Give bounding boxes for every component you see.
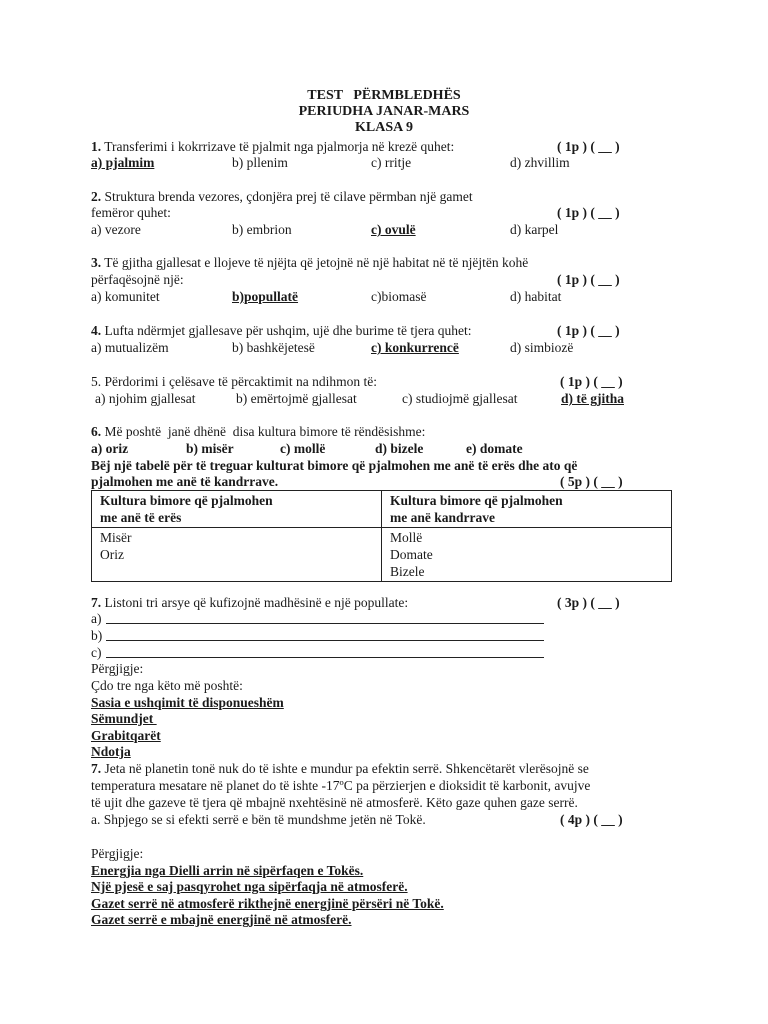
option-c: c) studiojmë gjallesat	[402, 391, 518, 406]
class-title: KLASA 9	[355, 120, 413, 135]
question-text: Struktura brenda vezores, çdonjëra prej të cilave përmban një gamet	[101, 189, 473, 204]
list-item: Misër	[100, 530, 132, 545]
question-5-text: 5. Përdorimi i çelësave të përcaktimit na ndihmon të:	[91, 374, 378, 389]
table-header-wind	[92, 491, 382, 528]
points-box: ( 4p ) ( __ )	[560, 812, 623, 827]
points-box: ( 1p ) ( __ )	[557, 272, 620, 287]
question-6-task-cont: pjalmohen me anë të kandrrave.	[91, 474, 279, 489]
table-header-insects	[382, 491, 672, 528]
pollination-table	[91, 490, 672, 582]
question-number: 7.	[91, 761, 102, 776]
list-item: Oriz	[100, 547, 124, 562]
test-title: TEST PËRMBLEDHËS	[307, 88, 461, 103]
question-1-text	[91, 139, 454, 155]
question-6-text	[91, 424, 425, 440]
question-8-text	[91, 761, 589, 777]
question-number: 3.	[91, 255, 102, 270]
answer-item: Grabitqarët	[91, 728, 161, 743]
question-number: 7.	[91, 595, 102, 610]
question-number: 6.	[91, 424, 102, 439]
header-line: Kultura bimore që pjalmohen	[100, 493, 273, 508]
blank-label-a: a)	[91, 611, 102, 626]
crop-option-b: b) misër	[186, 441, 234, 456]
question-8-text-cont: të ujit dhe gazeve të tjera që mbajnë nxehtësinë në atmosferë. Këto gaze quhen gaze serrë.	[91, 795, 578, 810]
list-item: Bizele	[390, 564, 425, 579]
table-row	[92, 528, 672, 582]
question-text: Të gjitha gjallesat e llojeve të njëjta që jetojnë në një habitat në të njëjtën kohë	[101, 255, 529, 270]
answer-item: Gazet serrë në atmosferë rikthejnë energjinë përsëri në Tokë.	[91, 896, 444, 911]
answer-item: Një pjesë e saj pasqyrohet nga sipërfaqja në atmosferë.	[91, 879, 408, 894]
question-8-text-cont: temperatura mesatare në planet do të ishte -17ºC pa përzierjen e dioksidit të karbonit, avujve	[91, 778, 591, 793]
period-title: PERIUDHA JANAR-MARS	[298, 104, 470, 119]
option-d: d) habitat	[510, 289, 562, 304]
crop-option-d: d) bizele	[375, 441, 424, 456]
option-b: b) emërtojmë gjallesat	[236, 391, 357, 406]
question-4-text	[91, 323, 472, 339]
crop-option-a: a) oriz	[91, 441, 129, 456]
question-8-subquestion: a. Shpjego se si efekti serrë e bën të mundshme jetën në Tokë.	[91, 812, 426, 827]
question-number: 1.	[91, 139, 102, 154]
crop-option-c: c) mollë	[280, 441, 326, 456]
question-6-task: Bëj një tabelë për të treguar kulturat bimore që pjalmohen me anë të erës dhe ato që	[91, 458, 578, 473]
question-2-text-cont: femëror quhet:	[91, 205, 171, 220]
points-box: ( 1p ) ( __ )	[557, 205, 620, 220]
option-b: b) pllenim	[232, 155, 288, 170]
points-box: ( 1p ) ( __ )	[560, 374, 623, 389]
option-a-correct: a) pjalmim	[91, 155, 155, 170]
crop-option-e: e) domate	[466, 441, 523, 456]
option-a: a) njohim gjallesat	[95, 391, 196, 406]
blank-label-c: c)	[91, 645, 102, 660]
option-b: b) embrion	[232, 222, 292, 237]
blank-label-b: b)	[91, 628, 103, 643]
answer-blank-line	[106, 640, 544, 641]
header-line: me anë të erës	[100, 510, 182, 525]
list-item: Mollë	[390, 530, 423, 545]
answer-item: Ndotja	[91, 744, 131, 759]
option-c: c) rritje	[371, 155, 412, 170]
answer-label: Përgjigje:	[91, 661, 144, 676]
points-box: ( 1p ) ( __ )	[557, 323, 620, 338]
question-7-text	[91, 595, 408, 611]
option-a: a) mutualizëm	[91, 340, 169, 355]
question-3-text-cont: përfaqësojnë një:	[91, 272, 184, 287]
option-c-correct: c) ovulë	[371, 222, 416, 237]
answer-item: Sasia e ushqimit të disponueshëm	[91, 695, 284, 710]
option-c: c)biomasë	[371, 289, 427, 304]
question-number: 4.	[91, 323, 102, 338]
question-2-text	[91, 189, 473, 205]
answer-intro: Çdo tre nga këto më poshtë:	[91, 678, 243, 693]
header-line: Kultura bimore që pjalmohen	[390, 493, 563, 508]
option-d: d) simbiozë	[510, 340, 574, 355]
question-text: Më poshtë janë dhënë disa kultura bimore të rëndësishme:	[101, 424, 426, 439]
answer-item: Energjia nga Dielli arrin në sipërfaqen e Tokës.	[91, 863, 364, 878]
table-header-row	[92, 491, 672, 528]
option-a: a) komunitet	[91, 289, 160, 304]
answer-item: Gazet serrë e mbajnë energjinë në atmosferë.	[91, 912, 352, 927]
option-d: d) zhvillim	[510, 155, 570, 170]
table-cell-insects	[382, 528, 672, 582]
option-d-correct: d) të gjitha	[561, 391, 624, 406]
option-c-correct: c) konkurrencë	[371, 340, 459, 355]
answer-blank-line	[106, 657, 544, 658]
question-text: Jeta në planetin tonë nuk do të ishte e mundur pa efektin serrë. Shkencëtarët vlerësojnë se	[101, 761, 589, 776]
answer-label: Përgjigje:	[91, 846, 144, 861]
option-a: a) vezore	[91, 222, 141, 237]
question-number: 2.	[91, 189, 102, 204]
table-cell-wind	[92, 528, 382, 582]
list-item: Domate	[390, 547, 433, 562]
points-box: ( 3p ) ( __ )	[557, 595, 620, 610]
option-b-correct: b)popullatë	[232, 289, 299, 304]
question-3-text	[91, 255, 528, 271]
question-text: Listoni tri arsye që kufizojnë madhësinë e një popullate:	[101, 595, 409, 610]
header-line: me anë kandrrave	[390, 510, 495, 525]
answer-blank-line	[106, 623, 544, 624]
question-text: Lufta ndërmjet gjallesave për ushqim, ujë dhe burime të tjera quhet:	[101, 323, 472, 338]
question-text: Transferimi i kokrrizave të pjalmit nga pjalmorja në krezë quhet:	[101, 139, 455, 154]
option-b: b) bashkëjetesë	[232, 340, 315, 355]
answer-item: Sëmundjet	[91, 711, 157, 726]
option-d: d) karpel	[510, 222, 559, 237]
points-box: ( 5p ) ( __ )	[560, 474, 623, 489]
points-box: ( 1p ) ( __ )	[557, 139, 620, 154]
